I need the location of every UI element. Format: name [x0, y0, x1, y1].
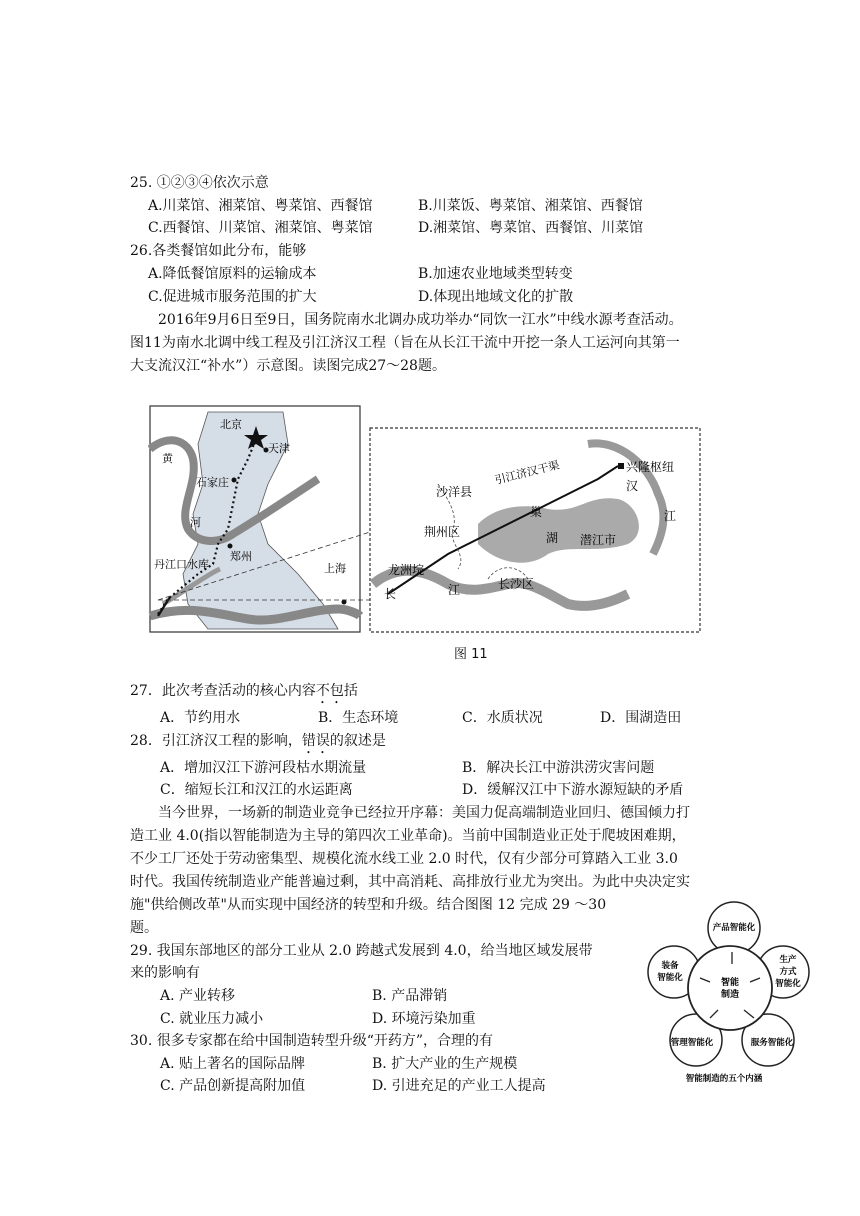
- figure-11-caption: 图 11: [454, 647, 488, 662]
- q26-stem: 26.各类餐馆如此分布，能够: [130, 243, 307, 259]
- diagram-production-line2: 方式: [779, 967, 797, 977]
- intro2-line2: 造工业 4.0(指以智能制造为主导的第四次工业革命)。当前中国制造业正处于爬坡困难期，: [130, 828, 686, 844]
- q27-option-d: D．围湖造田: [600, 710, 682, 726]
- intro1-line3: 大支流汉江“补水”）示意图。读图完成27～28题。: [130, 358, 446, 374]
- intro2-line6: 题。: [130, 920, 158, 936]
- diagram-caption: 智能制造的五个内涵: [685, 1074, 763, 1084]
- q27-stem: [130, 681, 358, 707]
- diagram-product: 产品智能化: [712, 923, 756, 933]
- map-label-longzhouyuan: 龙洲垸: [388, 563, 425, 577]
- map-label-han: 汉: [626, 479, 639, 493]
- q29-option-a: A. 产业转移: [160, 988, 236, 1004]
- q30-stem: 30. 很多专家都在给中国制造转型升级“开药方”，合理的有: [130, 1033, 494, 1049]
- diagram-production-line3: 智能化: [775, 979, 801, 989]
- q29-option-b: B. 产品滞销: [372, 988, 448, 1004]
- q28-option-a: A．增加汉江下游河段枯水期流量: [160, 760, 367, 776]
- diagram-production-line1: 生产: [779, 955, 797, 965]
- q27-option-c: C．水质状况: [462, 710, 543, 726]
- map-label-shijiazhuang: 石家庄: [196, 476, 229, 489]
- q26-option-b: B.加速农业地域类型转变: [418, 266, 573, 282]
- map-label-chao: 巢: [530, 505, 543, 519]
- map-label-jiang-chang: 江: [448, 583, 461, 597]
- q28-option-c: C．缩短长江和汉江的水运距离: [160, 782, 353, 798]
- q25-option-c: C.西餐馆、川菜馆、湘菜馆、粤菜馆: [148, 220, 373, 236]
- q29-stem-line2: 来的影响有: [130, 965, 200, 981]
- map-label-hu: 湖: [546, 531, 559, 545]
- q28-stem: [130, 731, 386, 757]
- map-label-changsha: 长沙区: [498, 577, 535, 591]
- map-label-chang: 长: [384, 587, 397, 601]
- intro1-line1: 2016年9月6日至9日，国务院南水北调办成功举办“同饮一江水”中线水源考查活动。: [158, 312, 683, 328]
- map-label-zhengzhou: 郑州: [230, 550, 252, 563]
- q29-option-d: D. 环境污染加重: [372, 1011, 476, 1027]
- q26-option-a: A.降低餐馆原料的运输成本: [148, 266, 317, 282]
- q30-option-a: A. 贴上著名的国际品牌: [160, 1056, 306, 1072]
- q25-option-b: B.川菜饭、粤菜馆、湘菜馆、西餐馆: [418, 198, 643, 214]
- diagram-center-line2: 制造: [720, 990, 740, 1000]
- q25-option-a: A.川菜馆、湘菜馆、粤菜馆、西餐馆: [148, 198, 373, 214]
- diagram-equipment-line1: 装备: [661, 961, 679, 971]
- q25-stem: 25. ①②③④依次示意: [130, 175, 269, 191]
- q28-option-d: D．缓解汉江中下游水源短缺的矛盾: [462, 782, 684, 798]
- map-label-qianjiang: 潜江市: [580, 533, 617, 547]
- q27-option-b: B．生态环境: [318, 710, 399, 726]
- q30-option-d: D. 引进充足的产业工人提高: [372, 1078, 546, 1094]
- q27-option-a: A．节约用水: [160, 710, 241, 726]
- map-label-he: 河: [190, 516, 201, 529]
- diagram-management: 管理智能化: [670, 1038, 714, 1048]
- map-label-xinglong: 兴隆枢纽: [626, 460, 675, 474]
- map-label-shanghai: 上海: [324, 562, 346, 575]
- q30-option-b: B. 扩大产业的生产规模: [372, 1056, 518, 1072]
- figure-11-map: [148, 404, 703, 636]
- q28-stem-text: 28．引江济汉工程的影响，: [130, 733, 302, 749]
- intro1-line2: 图11为南水北调中线工程及引江济汉工程（旨在从长江干流中开挖一条人工运河向其第一: [130, 335, 680, 351]
- map-label-danjiangkou: 丹江口水库: [154, 558, 209, 571]
- intro2-line4: 时代。我国传统制造业产能普遍过剩，其中高消耗、高排放行业尤为突出。为此中央决定实: [130, 874, 690, 890]
- diagram-service: 服务智能化: [750, 1038, 794, 1048]
- intro2-line3: 不少工厂还处于劳动密集型、规模化流水线工业 2.0 时代，仅有少部分可算踏入工业 3.0: [130, 851, 678, 867]
- q25-option-d: D.湘菜馆、粤菜馆、西餐馆、川菜馆: [418, 220, 644, 236]
- q28-emphasis: 错误: [301, 733, 330, 749]
- map-label-shayang: 沙洋县: [436, 485, 473, 499]
- q28-stem-end: 的叙述是: [329, 733, 386, 749]
- q26-option-c: C.促进城市服务范围的扩大: [148, 289, 317, 305]
- map-label-canal: 引江济汉干渠: [493, 458, 561, 487]
- diagram-equipment-line2: 智能化: [657, 973, 683, 983]
- intro2-line5: 施"供给侧改革"从而实现中国经济的转型和升级。结合图图 12 完成 29 ～30: [130, 897, 607, 913]
- q30-option-c: C. 产品创新提高附加值: [160, 1078, 306, 1094]
- map-label-jingzhou: 荆州区: [424, 525, 461, 539]
- q29-option-c: C. 就业压力减小: [160, 1011, 264, 1027]
- q29-stem-line1: 29. 我国东部地区的部分工业从 2.0 跨越式发展到 4.0，给当地区域发展带: [130, 943, 593, 959]
- q27-stem-text: 27．此次考查活动的核心内容: [130, 683, 316, 699]
- q28-option-b: B．解决长江中游洪涝灾害问题: [462, 760, 655, 776]
- q26-option-d: D.体现出地域文化的扩散: [418, 289, 574, 305]
- q27-stem-end: 括: [343, 683, 358, 699]
- q27-emphasis: 不包: [315, 683, 344, 699]
- figure-12-smart-manufacturing-diagram: [638, 900, 810, 1086]
- map-label-jiang-han: 江: [664, 509, 677, 523]
- diagram-center-line1: 智能: [720, 978, 740, 988]
- map-label-tianjin: 天津: [268, 442, 290, 455]
- map-label-huang: 黄: [162, 452, 173, 465]
- map-label-beijing: 北京: [220, 418, 242, 431]
- intro2-line1: 当今世界，一场新的制造业竞争已经拉开序幕：美国力促高端制造业回归、德国倾力打: [158, 805, 690, 821]
